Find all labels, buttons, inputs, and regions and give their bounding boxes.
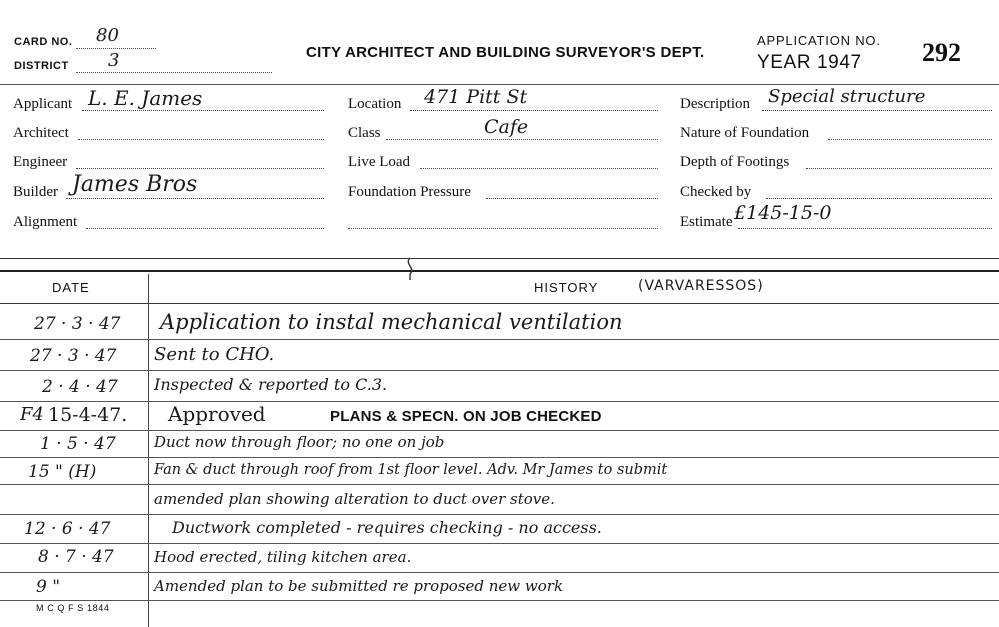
location-line <box>410 110 658 111</box>
estimate-line <box>738 228 992 229</box>
row-date: 8 · 7 · 47 <box>38 547 114 567</box>
header-rule <box>0 84 999 85</box>
depth-of-footings-label: Depth of Footings <box>680 154 790 170</box>
applicant-value: L. E. James <box>88 86 203 110</box>
row-entry: Duct now through floor; no one on job <box>154 433 445 451</box>
location-label: Location <box>348 96 402 112</box>
foundation-pressure-line <box>486 198 658 199</box>
row-line <box>0 339 999 340</box>
date-column-divider <box>148 274 149 627</box>
estimate-label: Estimate <box>680 214 733 230</box>
engineer-line <box>76 168 324 169</box>
district-label: DISTRICT <box>14 60 69 72</box>
form-code: M C Q F S 1844 <box>36 603 110 613</box>
row-entry: Fan & duct through roof from 1st floor level. Adv. Mr James to submit <box>154 462 668 478</box>
builder-label: Builder <box>13 184 58 200</box>
card-no-line <box>76 48 156 49</box>
row-date-strike: F4 <box>20 404 44 425</box>
district-line <box>76 72 272 73</box>
description-value: Special structure <box>768 86 926 107</box>
plans-checked-stamp: PLANS & SPECN. ON JOB CHECKED <box>330 408 602 425</box>
row-line <box>0 600 999 601</box>
application-label: APPLICATION NO. <box>757 33 881 48</box>
row-entry: Ductwork completed - requires checking - no access. <box>172 518 602 537</box>
nature-of-foundation-line <box>828 139 992 140</box>
alignment-label: Alignment <box>13 214 78 230</box>
section-rule-1 <box>0 258 999 259</box>
row-entry: Application to instal mechanical ventilation <box>160 310 623 334</box>
row-line <box>0 572 999 573</box>
blank-line-col2 <box>348 228 658 229</box>
row-date: 9 " <box>36 577 61 597</box>
alignment-line <box>86 228 324 229</box>
checked-by-line <box>766 198 992 199</box>
class-line <box>386 139 658 140</box>
table-header-rule <box>0 303 999 304</box>
description-line <box>762 110 992 111</box>
row-date: 27 · 3 · 47 <box>34 314 121 334</box>
row-date: 1 · 5 · 47 <box>40 434 116 454</box>
row-line <box>0 457 999 458</box>
class-value: Cafe <box>484 116 529 138</box>
description-label: Description <box>680 96 750 112</box>
applicant-line <box>82 110 324 111</box>
card-no-label: CARD NO. <box>14 36 73 48</box>
section-rule-2 <box>0 270 999 272</box>
estimate-value: £145-15-0 <box>734 202 832 224</box>
row-date: 15-4-47. <box>48 404 128 426</box>
row-date: 27 · 3 · 47 <box>30 346 117 366</box>
foundation-pressure-label: Foundation Pressure <box>348 184 471 200</box>
row-entry: Amended plan to be submitted re proposed new work <box>154 577 564 595</box>
row-entry: Approved <box>168 402 266 426</box>
nature-of-foundation-label: Nature of Foundation <box>680 125 810 141</box>
row-entry: Inspected & reported to C.3. <box>154 375 388 394</box>
row-entry: Sent to CHO. <box>154 344 275 365</box>
row-entry: Hood erected, tiling kitchen area. <box>154 548 412 566</box>
history-note: (VARVARESSOS) <box>638 278 764 294</box>
checked-by-label: Checked by <box>680 184 752 200</box>
row-date: 12 · 6 · 47 <box>24 519 111 539</box>
row-line <box>0 514 999 515</box>
live-load-line <box>420 168 658 169</box>
row-date: 15 " (H) <box>28 462 97 482</box>
history-header: HISTORY <box>534 280 599 295</box>
engineer-label: Engineer <box>13 154 68 170</box>
applicant-label: Applicant <box>13 96 73 112</box>
district-value: 3 <box>108 50 120 71</box>
date-header: DATE <box>52 280 90 295</box>
row-line <box>0 543 999 544</box>
row-line <box>0 484 999 485</box>
year-label: YEAR 1947 <box>757 52 862 73</box>
depth-of-footings-line <box>806 168 992 169</box>
live-load-label: Live Load <box>348 154 411 170</box>
builder-value: James Bros <box>72 172 198 197</box>
row-entry: amended plan showing alteration to duct over stove. <box>154 490 555 508</box>
location-value: 471 Pitt St <box>424 86 528 108</box>
card-no-value: 80 <box>96 25 119 46</box>
class-label: Class <box>348 125 381 141</box>
row-line <box>0 430 999 431</box>
punch-mark <box>400 256 420 282</box>
architect-line <box>78 139 324 140</box>
application-number: 292 <box>922 38 961 67</box>
builder-line <box>66 198 324 199</box>
department-title: CITY ARCHITECT AND BUILDING SURVEYOR'S DEPT. <box>306 44 705 61</box>
row-date: 2 · 4 · 47 <box>42 377 118 397</box>
row-line <box>0 401 999 402</box>
row-line <box>0 370 999 371</box>
architect-label: Architect <box>13 125 69 141</box>
